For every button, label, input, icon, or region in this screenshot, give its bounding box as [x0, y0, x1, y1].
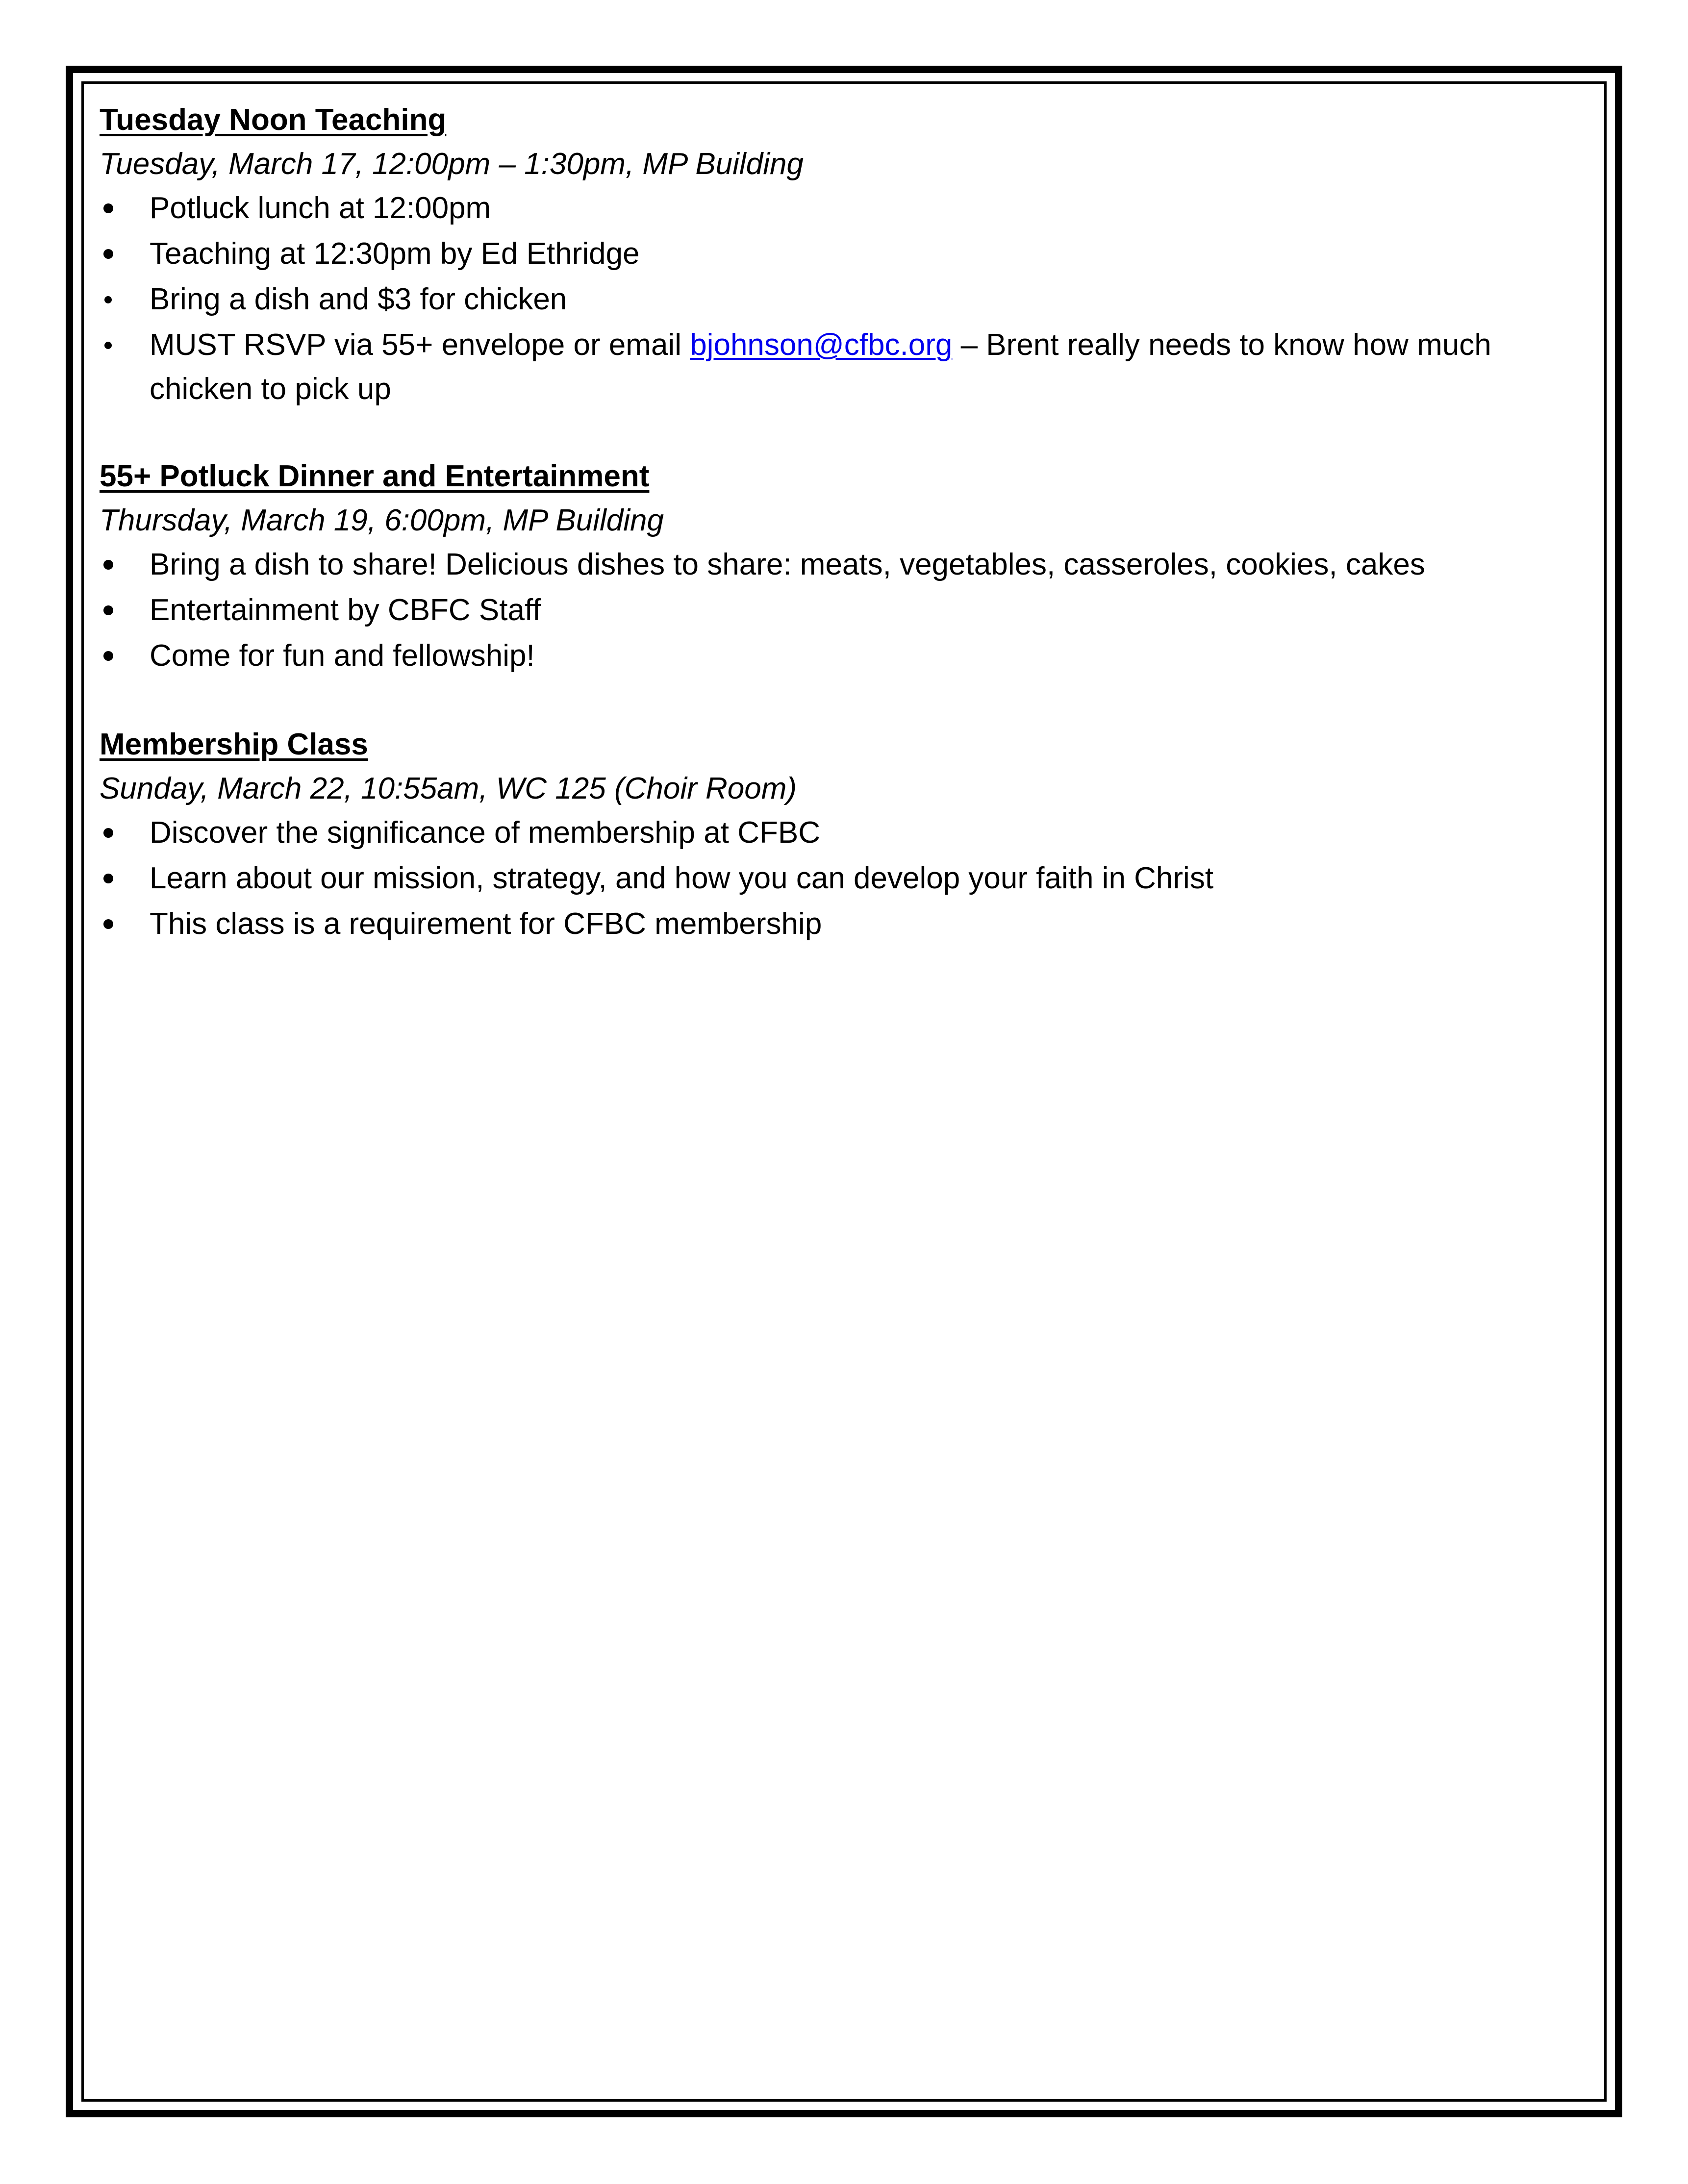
announcements: [100, 98, 1600, 991]
bullet-dot-icon: [103, 249, 113, 259]
list-item: [100, 543, 1600, 588]
section-title: 55+ Potluck Dinner and Entertainment: [100, 459, 650, 493]
bullet-list: [100, 186, 1600, 411]
list-item-text: Bring a dish and $3 for chicken: [150, 282, 567, 316]
list-item-text: This class is a requirement for CFBC membership: [150, 907, 822, 941]
list-item: [100, 232, 1600, 277]
rsvp-text-before: MUST RSVP via 55+ envelope or email: [150, 328, 690, 362]
section-datetime: Tuesday, March 17, 12:00pm – 1:30pm, MP Building: [100, 147, 804, 181]
list-item: [100, 186, 1600, 232]
bullet-dot-icon: [103, 919, 113, 929]
email-link[interactable]: bjohnson@cfbc.org: [690, 328, 953, 362]
list-item-text: Bring a dish to share! Delicious dishes to share: meats, vegetables, casseroles, cookies, cakes: [150, 548, 1425, 581]
section-potluck-dinner: [100, 454, 1600, 679]
bullet-dot-icon: [103, 828, 113, 838]
rsvp-text-after: – Brent really needs to know how much chicken to pick up: [150, 328, 1491, 406]
bullet-dot-icon: [103, 874, 113, 883]
list-item-text: Potluck lunch at 12:00pm: [150, 191, 491, 225]
bullet-dot-icon: [103, 651, 113, 661]
section-membership-class: [100, 723, 1600, 948]
bullet-list: [100, 811, 1600, 948]
list-item: [100, 634, 1600, 679]
list-item-text: Learn about our mission, strategy, and how you can develop your faith in Christ: [150, 861, 1214, 895]
list-item-rsvp: [100, 323, 1600, 411]
bullet-dot-icon: [104, 342, 112, 349]
section-title: Membership Class: [100, 728, 368, 761]
list-item: [100, 588, 1600, 634]
list-item: [100, 902, 1600, 948]
bullet-list: [100, 543, 1600, 679]
section-tuesday-noon-teaching: [100, 98, 1600, 411]
list-item: [100, 811, 1600, 856]
list-item-text: Teaching at 12:30pm by Ed Ethridge: [150, 237, 640, 271]
bullet-dot-icon: [103, 560, 113, 570]
bullet-dot-icon: [103, 203, 113, 213]
bullet-dot-icon: [104, 296, 112, 303]
list-item-text: Entertainment by CBFC Staff: [150, 593, 541, 627]
list-item-text: Come for fun and fellowship!: [150, 639, 535, 673]
section-title: Tuesday Noon Teaching: [100, 103, 447, 137]
bullet-dot-icon: [103, 605, 113, 615]
list-item: [100, 277, 1600, 323]
list-item: [100, 856, 1600, 902]
section-datetime: Thursday, March 19, 6:00pm, MP Building: [100, 503, 664, 537]
section-datetime: Sunday, March 22, 10:55am, WC 125 (Choir Room): [100, 772, 797, 805]
list-item-text: Discover the significance of membership at CFBC: [150, 816, 820, 850]
